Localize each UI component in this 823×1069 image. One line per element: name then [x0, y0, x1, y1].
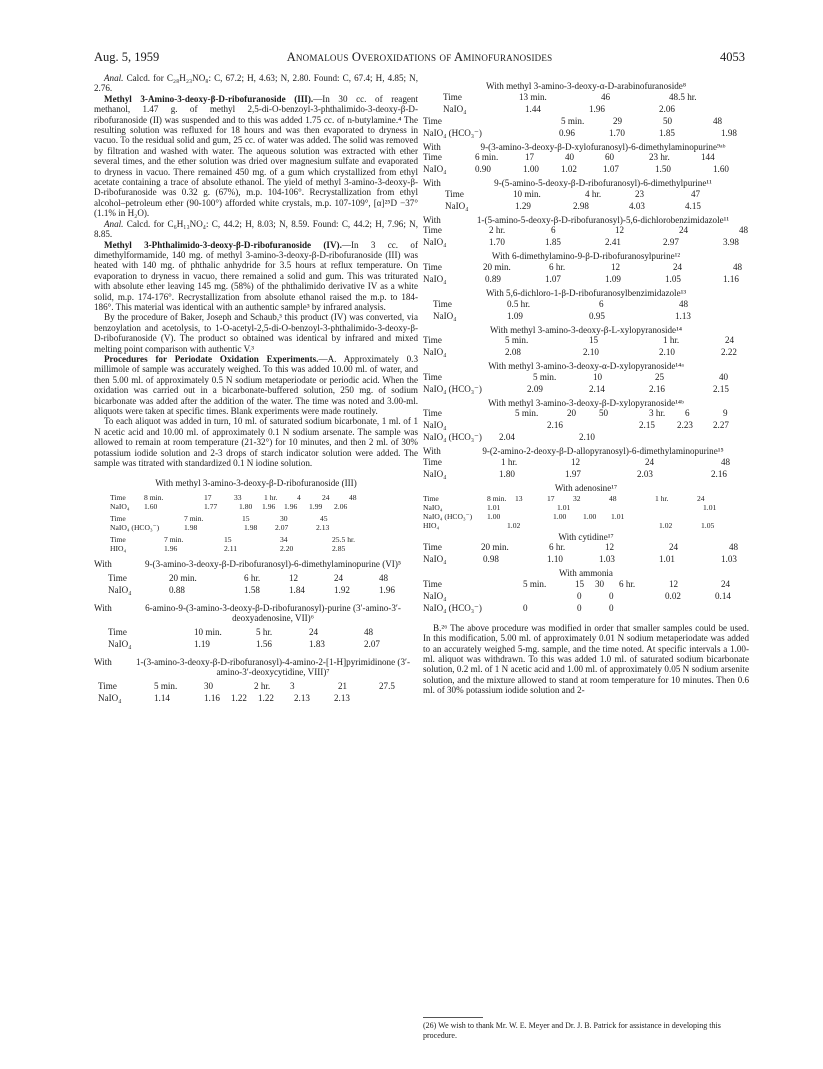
table-row: Time 0.5 hr. 6 48 [433, 298, 689, 309]
footnote-rule [423, 1017, 483, 1018]
procedure-a-paragraph: Procedures for Periodate Oxidation Experiments.—A. Approximately 0.3 millimole of sample was accurately weighed. To this was added 10.00 ml. of water, and then 5.00 ml. of approximately 0.5 N sodium metaperiodate or periodic acid. When the oxidation was carried out in a bicarbonate-buffered solution, 250 mg. of sodium bicarbonate was added after the addition of the water. The time was noted and 3.00-ml. aliquots were taken at specific times. Blank experiments were made routinely. [94, 353, 418, 416]
table-caption: With methyl 3-amino-3-deoxy-β-D-ribofuranoside (III) [155, 478, 357, 489]
table-row: NaIO₄ 0.98 1.10 1.03 1.01 1.03 [423, 554, 737, 565]
table-row: Time 5 min. 29 50 48 [423, 115, 723, 126]
table-caption: With adenosine¹⁷ [554, 482, 618, 493]
table-row: Time 5 min. 10 25 40 [423, 371, 729, 382]
table-row: HIO₄ 1.96 2.11 2.20 2.85 [110, 544, 346, 554]
conversion-paragraph: By the procedure of Baker, Joseph and Schaub,³ this product (IV) was converted, via benzoylation and acetolysis, to 1-O-acetyl-2,5-di-O-benzoyl-3-phthalimido-3-deoxy-β-D-ribofuranoside (V). The product so obtained was identical by infrared and mixed melting point comparison with authentic V.³ [94, 312, 418, 354]
table-caption: With 9-(3-amino-3-deoxy-β-D-xylofuranosyl)-6-dimethylaminopurine⁹ᵃᵇ [423, 141, 726, 152]
table-caption: With 1-(3-amino-3-deoxy-β-D-ribofuranosyl)-4-amino-2-[1-H]pyrimidinone (3′-amino-3′-deoxycytidine, VIII)⁷ [94, 656, 411, 678]
table-row: NaIO₄ (HCO₃⁻) 0.96 1.70 1.85 1.98 [423, 127, 737, 138]
table-row: NaIO₄ 0.89 1.07 1.09 1.05 1.16 [423, 273, 739, 284]
table-compound-vii [94, 603, 418, 651]
table-row: Time 13 min. 46 48.5 hr. [443, 91, 697, 102]
table-row: Time 5 min. 15 30 6 hr. 12 24 [423, 578, 731, 589]
table-row: Time 5 min. 20 50 3 hr. 6 9 [423, 408, 728, 419]
table-5-amino-ribofuranosyl-purine [423, 178, 749, 213]
table-row: NaIO₄ (HCO₃⁻) 2.09 2.14 2.16 2.15 [423, 383, 729, 394]
table-row: NaIO₄ (HCO₃⁻) 1.00 1.00 1.00 1.01 [423, 511, 625, 521]
table-row: Time 20 min. 6 hr. 12 24 48 [423, 261, 743, 272]
header-date: Aug. 5, 1959 [94, 50, 160, 64]
section-iii-paragraph: Methyl 3-Amino-3-deoxy-β-D-ribofuranoside (III).—In 30 cc. of reagent methanol, 1.47 g. of methyl 2,5-di-O-benzoyl-3-phthalimido-3-deoxy-β-D-ribofuranoside (II) was suspended and to this was added 1.75 cc. of n-butylamine.⁴ The resulting solution was refluxed for 18 hours and was then evaporated to dryness in vacuo. To the residual solid and gum, 25 cc. of water was added. The solid was removed by filtration and washed with water. The aqueous solution was extracted with ether several times, and the ether solution was dried over magnesium sulfate and evaporated to dryness in vacuo. There remained 450 mg. of a gum which crystallized from ethyl acetate containing a trace of absolute ethanol. The yield of methyl 3-amino-3-deoxy-β-D-ribofuranoside was 0.32 g. (67%), m.p. 104-106°. Recrystallization from ethyl alcohol–petroleum ether (90-100°) afforded white crystals, m.p. 107-109°, [α]²⁵D −37° (1.1% in H₂O). [94, 93, 418, 219]
table-caption: With 9-(3-amino-3-deoxy-β-D-ribofuranosyl)-6-dimethylaminopurine (VI)⁵ [94, 559, 402, 570]
table-row: NaIO₄ 1.09 0.95 1.13 [433, 310, 691, 321]
procedure-b-paragraph: B.²⁶ The above procedure was modified in order that smaller samples could be used. In this modification, 5.00 ml. of approximately 0.01 N sodium metaperiodate was added to an accurately weighed 5-mg. sample, and the time noted. At specific intervals a 1.00-ml. aliquot was withdrawn. To this was added 1.0 ml. of saturated sodium bicarbonate solution, 0.2 ml. of 1 N acetic acid and 1.00 ml. of approximately 0.05 N sodium arsenite solution, and the mixture allowed to stand at room temperature for 10 minutes. Then 0.6 ml. of 30% potassium iodide solution and 2- [423, 622, 749, 696]
table-row: Time 5 min. 30 2 hr. 3 21 27.5 [98, 681, 395, 691]
table-row: NaIO₄ 2.08 2.10 2.10 2.22 [423, 347, 737, 358]
table-compound-iii [94, 478, 418, 553]
table-row: NaIO₄ 1.01 1.01 1.01 [423, 502, 717, 512]
analysis-paragraph-2: Anal. Calcd. for C₆H₁₃NO₄: C, 44.2; H, 8.03; N, 8.59. Found: C, 44.2; H, 7.96; N, 8.85. [94, 218, 419, 240]
table-caption: With 5,6-dichloro-1-β-D-ribofuranosylbenzimidazole¹³ [485, 287, 687, 298]
table-alpha-d-xylopyranoside [423, 361, 749, 396]
table-ammonia [423, 568, 749, 615]
table-caption: With methyl 3-amino-3-deoxy-β-D-xylopyranoside¹⁴ᵇ [488, 397, 684, 408]
table-caption: With 6-dimethylamino-9-β-D-ribofuranosylpurine¹² [491, 251, 681, 262]
table-row: Time 10 min. 4 hr. 23 47 [445, 188, 701, 199]
table-adenosine [423, 483, 749, 530]
table-dichlorobenzimidazole-amino [423, 215, 749, 250]
table-row: Time 5 min. 15 1 hr. 24 [423, 335, 735, 346]
table-row: NaIO₄ 0.90 1.00 1.02 1.07 1.50 1.60 [423, 164, 729, 175]
table-caption: With 6-amino-9-(3-amino-3-deoxy-β-D-ribofuranosyl)-purine (3′-amino-3′-deoxyadenosine, VII)⁶ [94, 602, 401, 624]
left-column [94, 73, 418, 705]
table-row: NaIO₄ 1.29 2.98 4.03 4.15 [445, 200, 701, 211]
table-row: Time 1 hr. 12 24 48 [423, 456, 731, 467]
table-caption: With methyl 3-amino-3-deoxy-β-L-xylopyranoside¹⁴ [490, 324, 682, 335]
right-column [423, 79, 749, 696]
table-row: NaIO₄ (HCO₃⁻) 2.04 2.10 [423, 432, 595, 443]
table-row: Time 7 min. 15 30 45 [110, 514, 328, 524]
titration-paragraph: To each aliquot was added in turn, 10 ml. of saturated sodium bicarbonate, 1 ml. of 1 N acetic acid and 10.00 ml. of approximately 0.1 N sodium arsenate. The sample was allowed to remain at room temperature (21-32°) for 10 minutes, and then 2 ml. of 30% potassium iodide solution and 2-3 drops of starch indicator solution were added. The sample was titrated with standardized 0.1 N iodine solution. [94, 416, 418, 469]
table-row: Time 2 hr. 6 12 24 48 [423, 225, 749, 236]
section-iv-paragraph: Methyl 3-Phthalimido-3-deoxy-β-D-ribofuranoside (IV).—In 3 cc. of dimethylformamide, 140 mg. of methyl 3-amino-3-deoxy-β-D-ribofuranoside (III) was heated with 140 mg. of phthalic anhydride for 3.5 hours at reflux temperature. On evaporation to dryness in vacuo, there remained a solid and gum. This was triturated with absolute ether leaving 145 mg. (58%) of the phthalimido derivative IV as a white solid, m.p. 174-176°. Recrystallization from absolute ethanol raised the m.p. to 184-186°. This material was identical with an authentic sample³ by infrared analysis. [94, 239, 418, 312]
table-row: Time 10 min. 5 hr. 24 48 [108, 626, 374, 637]
table-row: NaIO₄ 0.88 1.58 1.84 1.92 1.96 [108, 584, 395, 595]
table-dichloro-ribofuranosylbenzimidazole [423, 288, 749, 323]
table-row: NaIO₄ 1.70 1.85 2.41 2.97 3.98 [423, 237, 739, 248]
table-row: HIO₄ 1.02 1.02 1.05 [423, 520, 715, 530]
table-allopyranosyl-purine [423, 446, 749, 481]
table-row: Time 8 min. 13 17 32 48 1 hr. 24 [423, 493, 705, 503]
table-row: NaIO₄ 1.19 1.56 1.83 2.07 [108, 638, 380, 649]
table-row: NaIO₄ 1.14 1.16 1.22 1.22 2.13 2.13 [98, 693, 350, 703]
table-row: NaIO₄ 2.16 2.15 2.23 2.27 [423, 420, 729, 431]
table-beta-l-xylopyranoside [423, 325, 749, 360]
table-caption: With methyl 3-amino-3-deoxy-α-D-arabinofuranoside⁸ [486, 81, 686, 91]
table-dimethylamino-purine [423, 251, 749, 286]
table-row: Time 8 min. 17 33 1 hr. 4 24 48 [110, 493, 357, 503]
table-row: Time 6 min. 17 40 60 23 hr. 144 [423, 152, 715, 163]
table-compound-vi [94, 559, 418, 597]
table-row: Time 20 min. 6 hr. 12 24 48 [423, 542, 739, 553]
table-row: NaIO₄ 0 0 0.02 0.14 [423, 590, 731, 601]
table-xylofuranosyl-purine [423, 142, 749, 177]
table-row: NaIO₄ (HCO₃⁻) 0 0 0 [423, 602, 614, 613]
header-title: Anomalous Overoxidations of Aminofuranosides [286, 50, 553, 64]
table-caption: With 1-(5-amino-5-deoxy-β-D-ribofuranosyl)-5,6-dichlorobenzimidazole¹¹ [423, 214, 730, 225]
table-compound-viii [94, 657, 418, 705]
table-caption: With methyl 3-amino-3-deoxy-α-D-xylopyranoside¹⁴ᵃ [488, 361, 684, 372]
page-number: 4053 [720, 50, 745, 64]
table-row: NaIO₄ (HCO₃⁻) 1.98 1.98 2.07 2.13 [110, 523, 330, 533]
table-caption: With cytidine¹⁷ [558, 531, 614, 542]
table-beta-d-xylopyranoside [423, 398, 749, 445]
footnote [423, 1017, 749, 1040]
table-caption: With ammonia [559, 568, 613, 579]
table-cytidine [423, 532, 749, 567]
running-header [94, 50, 745, 66]
analysis-paragraph-1: Anal. Calcd. for C₂₈H₂₃NO₈: C, 67.2; H, 4.63; N, 2.80. Found: C, 67.4; H, 4.85; N, 2.76. [94, 73, 418, 94]
table-row: NaIO₄ 1.44 1.96 2.06 [443, 103, 675, 114]
table-caption: With 9-(5-amino-5-deoxy-β-D-ribofuranosyl)-6-dimethylpurine¹¹ [423, 178, 712, 189]
table-caption: With 9-(2-amino-2-deoxy-β-D-allopyranosyl)-6-dimethylaminopurine¹⁵ [423, 446, 724, 457]
table-row: Time 7 min. 15 34 25.5 hr. [110, 535, 355, 545]
table-row: NaIO₄ 1.80 1.97 2.03 2.16 [423, 468, 727, 479]
footnote-26: (26) We wish to thank Mr. W. E. Meyer and Dr. J. B. Patrick for assistance in developing this procedure. [423, 1021, 721, 1040]
table-row: Time 20 min. 6 hr. 12 24 48 [108, 572, 389, 583]
table-arabinofuranoside [423, 81, 749, 140]
table-row: NaIO₄ 1.60 1.77 1.80 1.96 1.96 1.99 2.06 [110, 502, 348, 512]
